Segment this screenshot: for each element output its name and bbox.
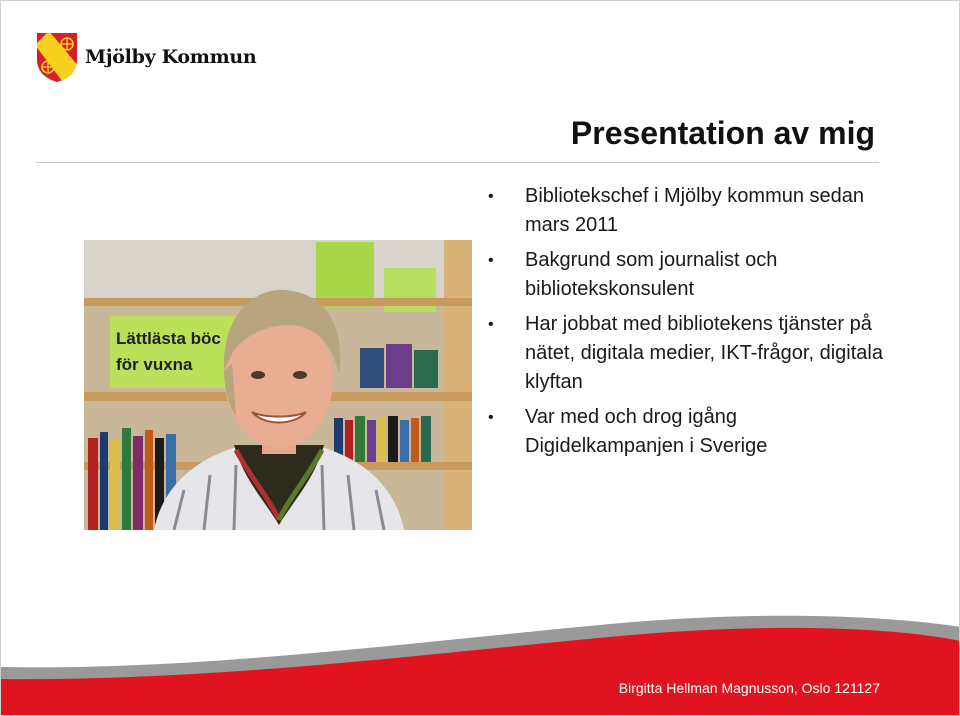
- bullet-text: Bibliotekschef i Mjölby kommun sedan mars 2011: [525, 185, 865, 236]
- coat-of-arms-icon: [35, 31, 79, 83]
- logo: [35, 31, 256, 83]
- slide-title: Presentation av mig: [570, 115, 875, 151]
- footer-wave: [1, 601, 960, 716]
- sign-text-2: för vuxna: [116, 355, 193, 374]
- bullet-text: Bakgrund som journalist och bibliotekskonsulent: [525, 249, 778, 300]
- portrait-photo: [84, 240, 472, 530]
- bullet-marker: •: [488, 252, 494, 269]
- footer-text: Birgitta Hellman Magnusson, Oslo 121127: [618, 680, 880, 696]
- bullet-item: [488, 182, 888, 240]
- bullet-text: Var med och drog igång Digidelkampanjen i Sverige: [525, 406, 768, 457]
- bullet-item: [488, 403, 888, 461]
- logo-text: Mjölby Kommun: [85, 46, 257, 68]
- sign-text-1: Lättlästa böc: [116, 329, 221, 348]
- title-divider: [36, 162, 879, 163]
- bullet-marker: •: [488, 316, 494, 333]
- bullet-item: [488, 310, 888, 397]
- bullet-marker: •: [488, 409, 494, 426]
- bullet-item: [488, 246, 888, 304]
- bullet-text: Har jobbat med bibliotekens tjänster på nätet, digitala medier, IKT-frågor, digitala klyftan: [525, 313, 883, 393]
- bullet-list: [488, 182, 888, 467]
- bullet-marker: •: [488, 188, 494, 205]
